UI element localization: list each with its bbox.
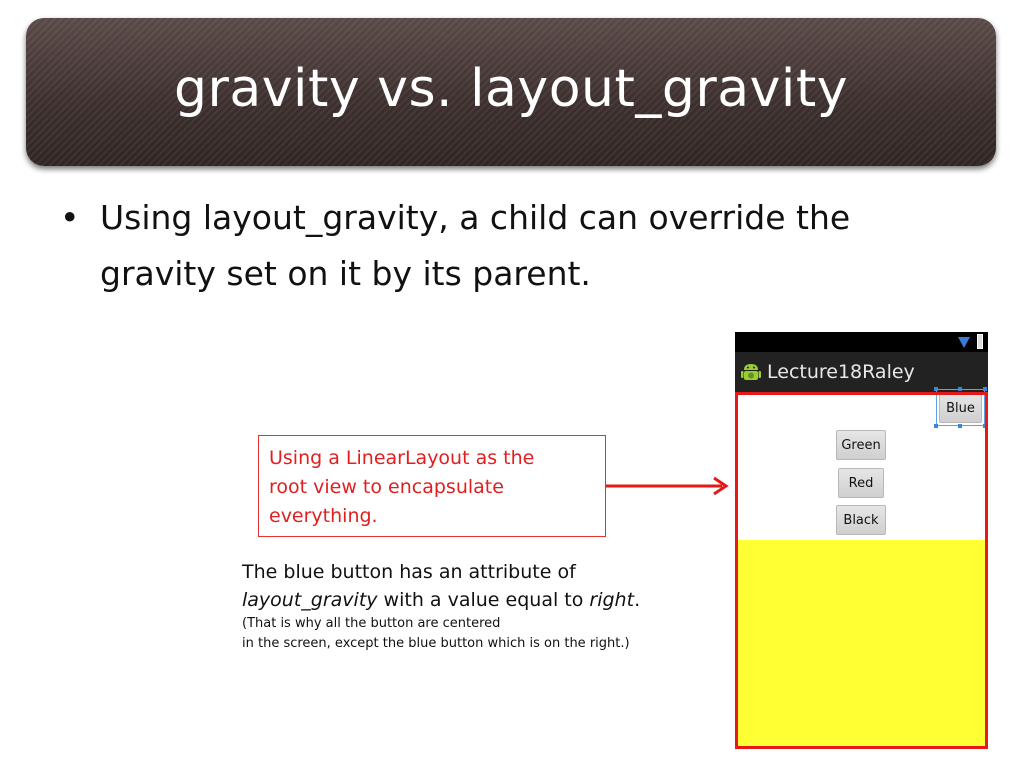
green-button[interactable]: Green (836, 430, 886, 460)
slide-title: gravity vs. layout_gravity (174, 59, 848, 119)
selection-handle[interactable] (983, 424, 987, 428)
layout-gravity-term: layout_gravity (242, 589, 378, 611)
callout-line-2: root view to encapsulate (269, 476, 504, 498)
android-robot-icon (741, 361, 761, 383)
callout-line-3: everything. (269, 505, 378, 527)
description (242, 558, 712, 654)
bullet-line-2: gravity set on it by its parent. (100, 254, 591, 293)
callout-box (258, 435, 606, 537)
action-bar (735, 352, 988, 392)
bullet-line-1: Using layout_gravity, a child can override the (100, 198, 851, 237)
description-line-1: The blue button has an attribute of (242, 561, 576, 583)
bullet-point (60, 190, 960, 302)
yellow-area (735, 540, 988, 749)
description-end: . (634, 589, 641, 611)
description-line-2 (242, 586, 712, 614)
blue-button[interactable]: Blue (939, 393, 982, 423)
description-note-2: in the screen, except the blue button which is on the right.) (242, 636, 630, 651)
right-term: right (589, 589, 635, 611)
black-button[interactable]: Black (836, 505, 886, 535)
android-preview (735, 332, 988, 749)
selection-handle[interactable] (958, 387, 962, 391)
battery-icon (977, 334, 983, 349)
wifi-signal-icon (958, 337, 970, 348)
bullet-marker: • (60, 198, 80, 237)
selection-handle[interactable] (934, 387, 938, 391)
title-bar (26, 18, 996, 166)
app-name: Lecture18Raley (767, 361, 915, 383)
selection-handle[interactable] (934, 424, 938, 428)
selection-handle[interactable] (958, 424, 962, 428)
selection-handle[interactable] (983, 387, 987, 391)
description-mid: with a value equal to (377, 589, 590, 611)
red-button[interactable]: Red (838, 468, 884, 498)
description-note-1: (That is why all the button are centered (242, 616, 501, 631)
callout-line-1: Using a LinearLayout as the (269, 447, 535, 469)
callout-arrow (606, 474, 736, 498)
status-bar (735, 332, 988, 352)
